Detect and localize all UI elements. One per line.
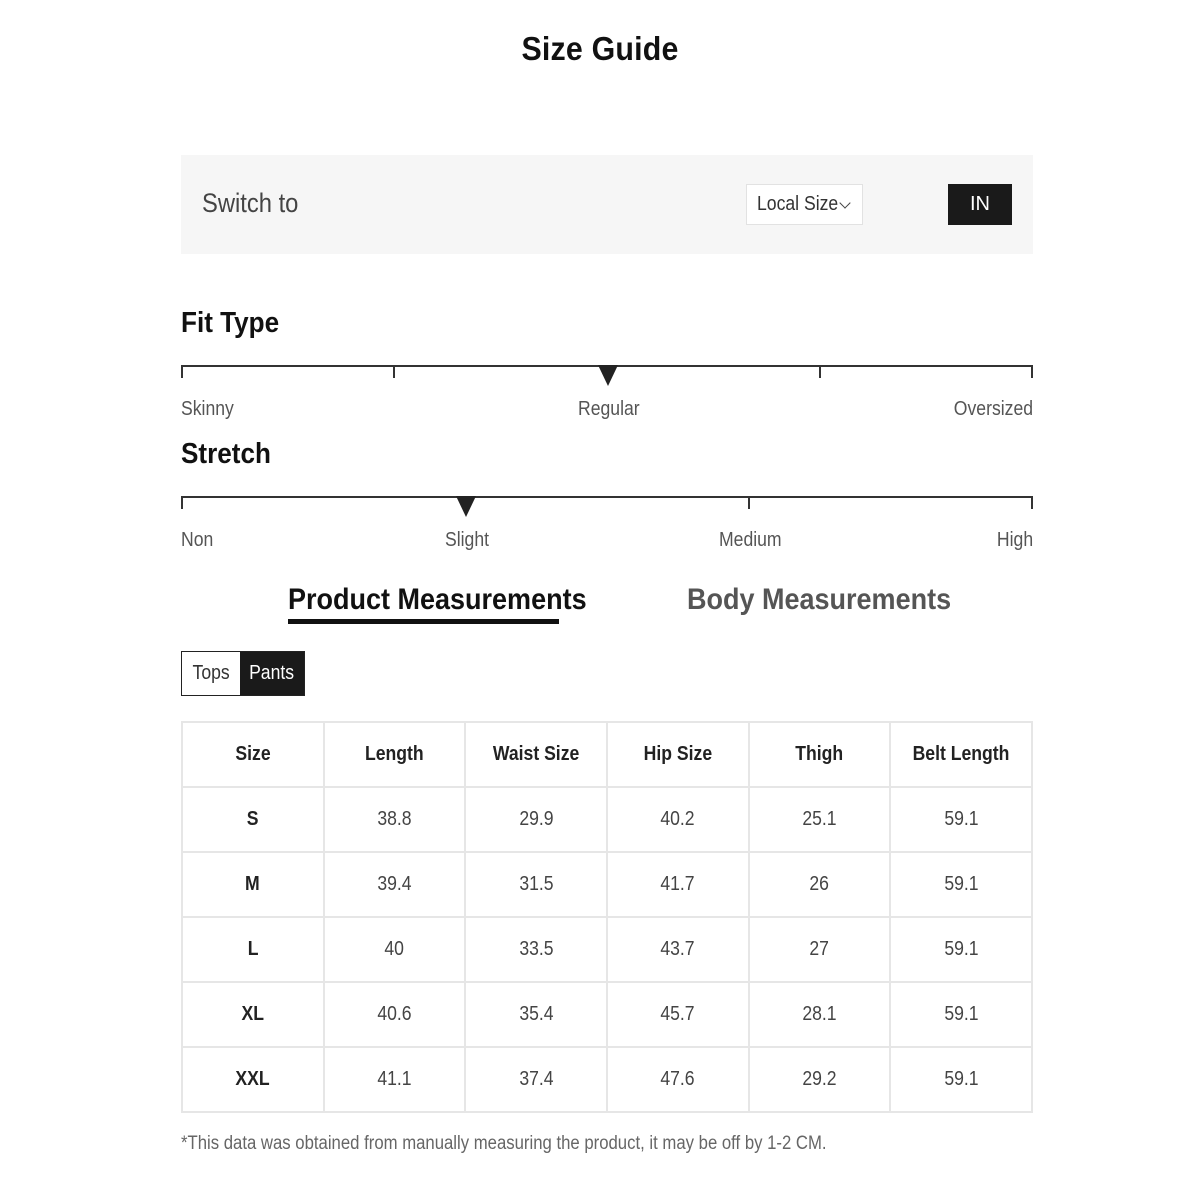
fit-type-label-regular: Regular <box>578 398 640 420</box>
toggle-pants-button[interactable] <box>240 652 304 695</box>
stretch-scale <box>181 496 1033 556</box>
table-cell: 31.5 <box>465 852 607 917</box>
table-cell: 40 <box>324 917 466 982</box>
stretch-pointer-icon <box>456 496 476 517</box>
table-cell: 26 <box>749 852 891 917</box>
stretch-label-slight: Slight <box>445 529 490 551</box>
unit-toggle-button[interactable]: IN <box>948 184 1012 225</box>
table-cell: 59.1 <box>890 982 1032 1047</box>
fit-type-label-oversized: Oversized <box>953 398 1033 420</box>
table-cell: 43.7 <box>607 917 749 982</box>
table-row <box>182 852 1032 917</box>
chevron-down-icon <box>839 197 850 208</box>
column-header: Size <box>182 722 324 787</box>
table-cell: 59.1 <box>890 787 1032 852</box>
toggle-tops-button[interactable] <box>182 652 240 695</box>
fit-type-label-skinny: Skinny <box>181 398 234 420</box>
table-cell: 25.1 <box>749 787 891 852</box>
table-cell: 28.1 <box>749 982 891 1047</box>
page-title: Size Guide <box>521 30 679 67</box>
table-cell: 29.9 <box>465 787 607 852</box>
table-cell: 37.4 <box>465 1047 607 1112</box>
table-cell: 33.5 <box>465 917 607 982</box>
table-cell: 41.1 <box>324 1047 466 1112</box>
stretch-label-non: Non <box>181 529 214 551</box>
size-table <box>181 721 1033 1113</box>
table-cell: 47.6 <box>607 1047 749 1112</box>
stretch-tick <box>1031 496 1033 509</box>
table-cell: L <box>182 917 324 982</box>
table-cell: 39.4 <box>324 852 466 917</box>
active-tab-underline <box>288 619 559 624</box>
stretch-label-medium: Medium <box>719 529 782 551</box>
column-header: Length <box>324 722 466 787</box>
stretch-label-high: High <box>996 529 1033 551</box>
table-cell: 29.2 <box>749 1047 891 1112</box>
table-cell: 38.8 <box>324 787 466 852</box>
fit-type-tick <box>819 365 821 378</box>
table-cell: XL <box>182 982 324 1047</box>
table-cell: 59.1 <box>890 1047 1032 1112</box>
size-system-select[interactable] <box>746 184 863 225</box>
stretch-tick <box>181 496 183 509</box>
table-cell: M <box>182 852 324 917</box>
toggle-pants-label: Pants <box>249 662 295 684</box>
table-cell: 40.2 <box>607 787 749 852</box>
switch-label: Switch to <box>202 188 299 218</box>
fit-type-pointer-icon <box>598 365 618 386</box>
table-row <box>182 982 1032 1047</box>
size-system-select-value: Local Size <box>757 193 839 215</box>
table-cell: S <box>182 787 324 852</box>
switch-bar <box>181 155 1033 254</box>
table-cell: 59.1 <box>890 917 1032 982</box>
fit-type-tick <box>181 365 183 378</box>
fit-type-scale <box>181 365 1033 425</box>
garment-toggle <box>181 651 305 696</box>
table-cell: 41.7 <box>607 852 749 917</box>
table-cell: 59.1 <box>890 852 1032 917</box>
column-header: Waist Size <box>465 722 607 787</box>
table-cell: 27 <box>749 917 891 982</box>
stretch-title: Stretch <box>181 438 271 470</box>
tab-body-measurements[interactable]: Body Measurements <box>687 583 952 616</box>
column-header: Hip Size <box>607 722 749 787</box>
toggle-tops-label: Tops <box>192 662 230 684</box>
table-cell: 45.7 <box>607 982 749 1047</box>
table-row <box>182 917 1032 982</box>
table-header-row <box>182 722 1032 787</box>
column-header: Thigh <box>749 722 891 787</box>
tab-product-measurements[interactable]: Product Measurements <box>288 583 587 616</box>
table-row <box>182 787 1032 852</box>
fit-type-title: Fit Type <box>181 307 280 339</box>
table-row <box>182 1047 1032 1112</box>
fit-type-tick <box>1031 365 1033 378</box>
stretch-scale-line <box>181 496 1033 498</box>
table-cell: 40.6 <box>324 982 466 1047</box>
fit-type-tick <box>393 365 395 378</box>
stretch-tick <box>748 496 750 509</box>
measurement-footnote: *This data was obtained from manually measuring the product, it may be off by 1-2 CM. <box>181 1133 827 1154</box>
table-cell: 35.4 <box>465 982 607 1047</box>
column-header: Belt Length <box>890 722 1032 787</box>
table-cell: XXL <box>182 1047 324 1112</box>
